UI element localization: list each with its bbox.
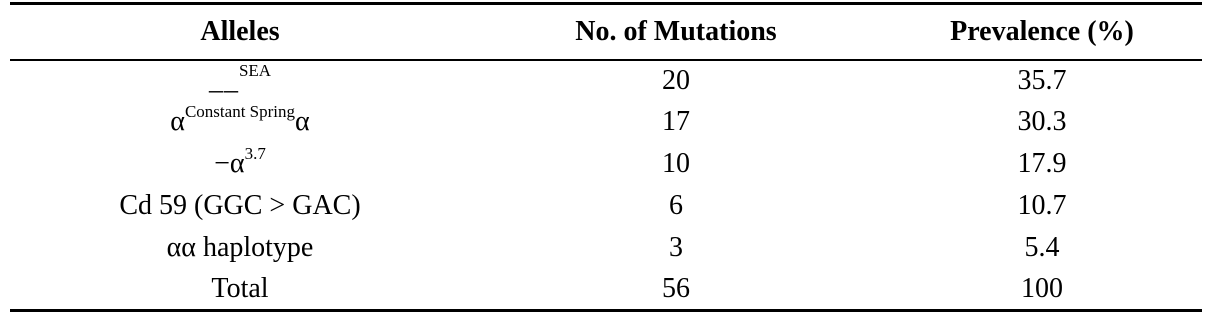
header-row	[10, 4, 1202, 60]
header-alleles: Alleles	[10, 4, 470, 60]
prevalence-cell: 5.4	[1024, 231, 1060, 263]
table-row	[10, 143, 1202, 185]
prevalence-cell: 17.9	[1017, 147, 1067, 179]
table-row	[10, 185, 1202, 227]
allele-cell	[10, 60, 470, 102]
mutations-cell: 6	[669, 189, 683, 221]
allele-cell: αα haplotype	[166, 231, 314, 263]
mutations-cell: 10	[662, 147, 690, 179]
allele-superscript: SEA	[238, 60, 272, 80]
header-prevalence: Prevalence (%)	[882, 4, 1202, 60]
table-row	[10, 101, 1202, 143]
allele-superscript: 3.7	[244, 143, 266, 163]
table-row	[10, 60, 1202, 102]
prevalence-cell: 10.7	[1017, 189, 1067, 221]
mutations-cell: 20	[662, 64, 690, 96]
allele-table-container	[10, 2, 1202, 312]
allele-cell	[10, 101, 470, 143]
prevalence-cell: 30.3	[1017, 106, 1067, 138]
prevalence-cell: 35.7	[1017, 64, 1067, 96]
allele-base: α	[170, 106, 185, 138]
allele-cell: Cd 59 (GGC > GAC)	[119, 189, 361, 221]
allele-cell: Total	[10, 268, 470, 310]
mutations-cell: 17	[662, 106, 690, 138]
table-row	[10, 227, 1202, 269]
mutations-cell: 3	[669, 231, 683, 263]
allele-base: __	[208, 64, 239, 96]
allele-tail: α	[295, 106, 310, 138]
header-mutations: No. of Mutations	[470, 4, 882, 60]
allele-superscript: Constant Spring	[184, 102, 296, 122]
table-row-total	[10, 268, 1202, 310]
allele-base: −α	[214, 147, 245, 179]
allele-prevalence-table	[10, 2, 1202, 312]
table-header	[10, 4, 1202, 60]
table-body	[10, 60, 1202, 311]
mutations-cell: 56	[470, 268, 882, 310]
allele-cell	[10, 143, 470, 185]
prevalence-cell: 100	[882, 268, 1202, 310]
